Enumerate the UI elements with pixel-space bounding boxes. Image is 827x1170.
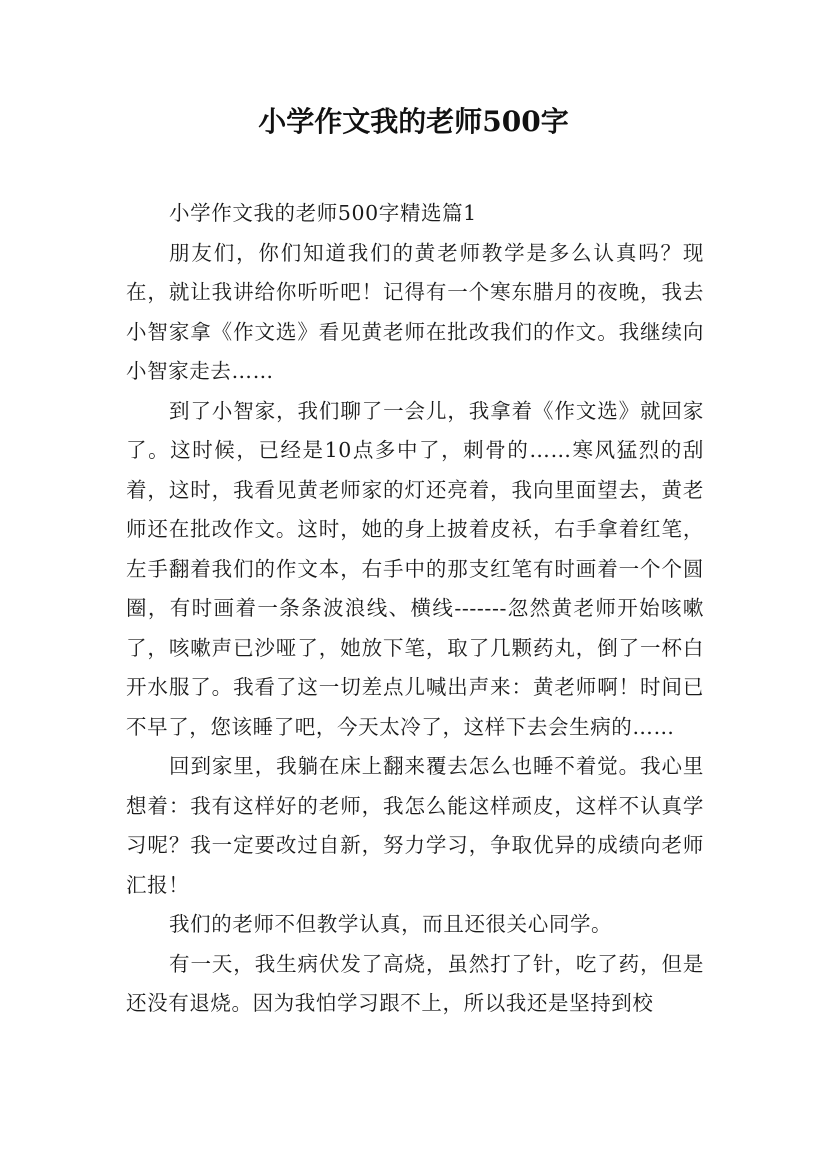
paragraph: 到了小智家，我们聊了一会儿，我拿着《作文选》就回家了。这时候，已经是10点多中了，刺骨的……寒风猛烈的刮着，这时，我看见黄老师家的灯还亮着，我向里面望去，黄老师还在批改作文。这时，她的身上披着皮袄，右手拿着红笔，左手翻着我们的作文本，右手中的那支红笔有时画着一个个圆圈，有时画着一条条波浪线、横线-------忽然黄老师开始咳嗽了，咳嗽声已沙哑了，她放下笔，取了几颗药丸，倒了一杯白开水服了。我看了这一切差点儿喊出声来：黄老师啊！时间已不早了，您该睡了吧，今天太冷了，这样下去会生病的……: [126, 398, 704, 739]
paragraph: 我们的老师不但教学认真，而且还很关心同学。: [169, 912, 613, 936]
document-title: 小学作文我的老师500字: [258, 105, 569, 138]
paragraph: 回到家里，我躺在床上翻来覆去怎么也睡不着觉。我心里想着：我有这样好的老师，我怎么能这样顽皮，这样不认真学习呢？我一定要改过自新，努力学习，争取优异的成绩向老师汇报！: [126, 754, 704, 897]
section-heading: 小学作文我的老师500字精选篇1: [169, 201, 477, 225]
paragraph: 朋友们，你们知道我们的黄老师教学是多么认真吗？现在，就让我讲给你听听吧！记得有一个寒东腊月的夜晚，我去小智家拿《作文选》看见黄老师在批改我们的作文。我继续向小智家走去……: [126, 240, 704, 383]
paragraph: 有一天，我生病伏发了高烧，虽然打了针，吃了药，但是还没有退烧。因为我怕学习跟不上，所以我还是坚持到校: [126, 951, 704, 1015]
document-body: [126, 194, 704, 1024]
